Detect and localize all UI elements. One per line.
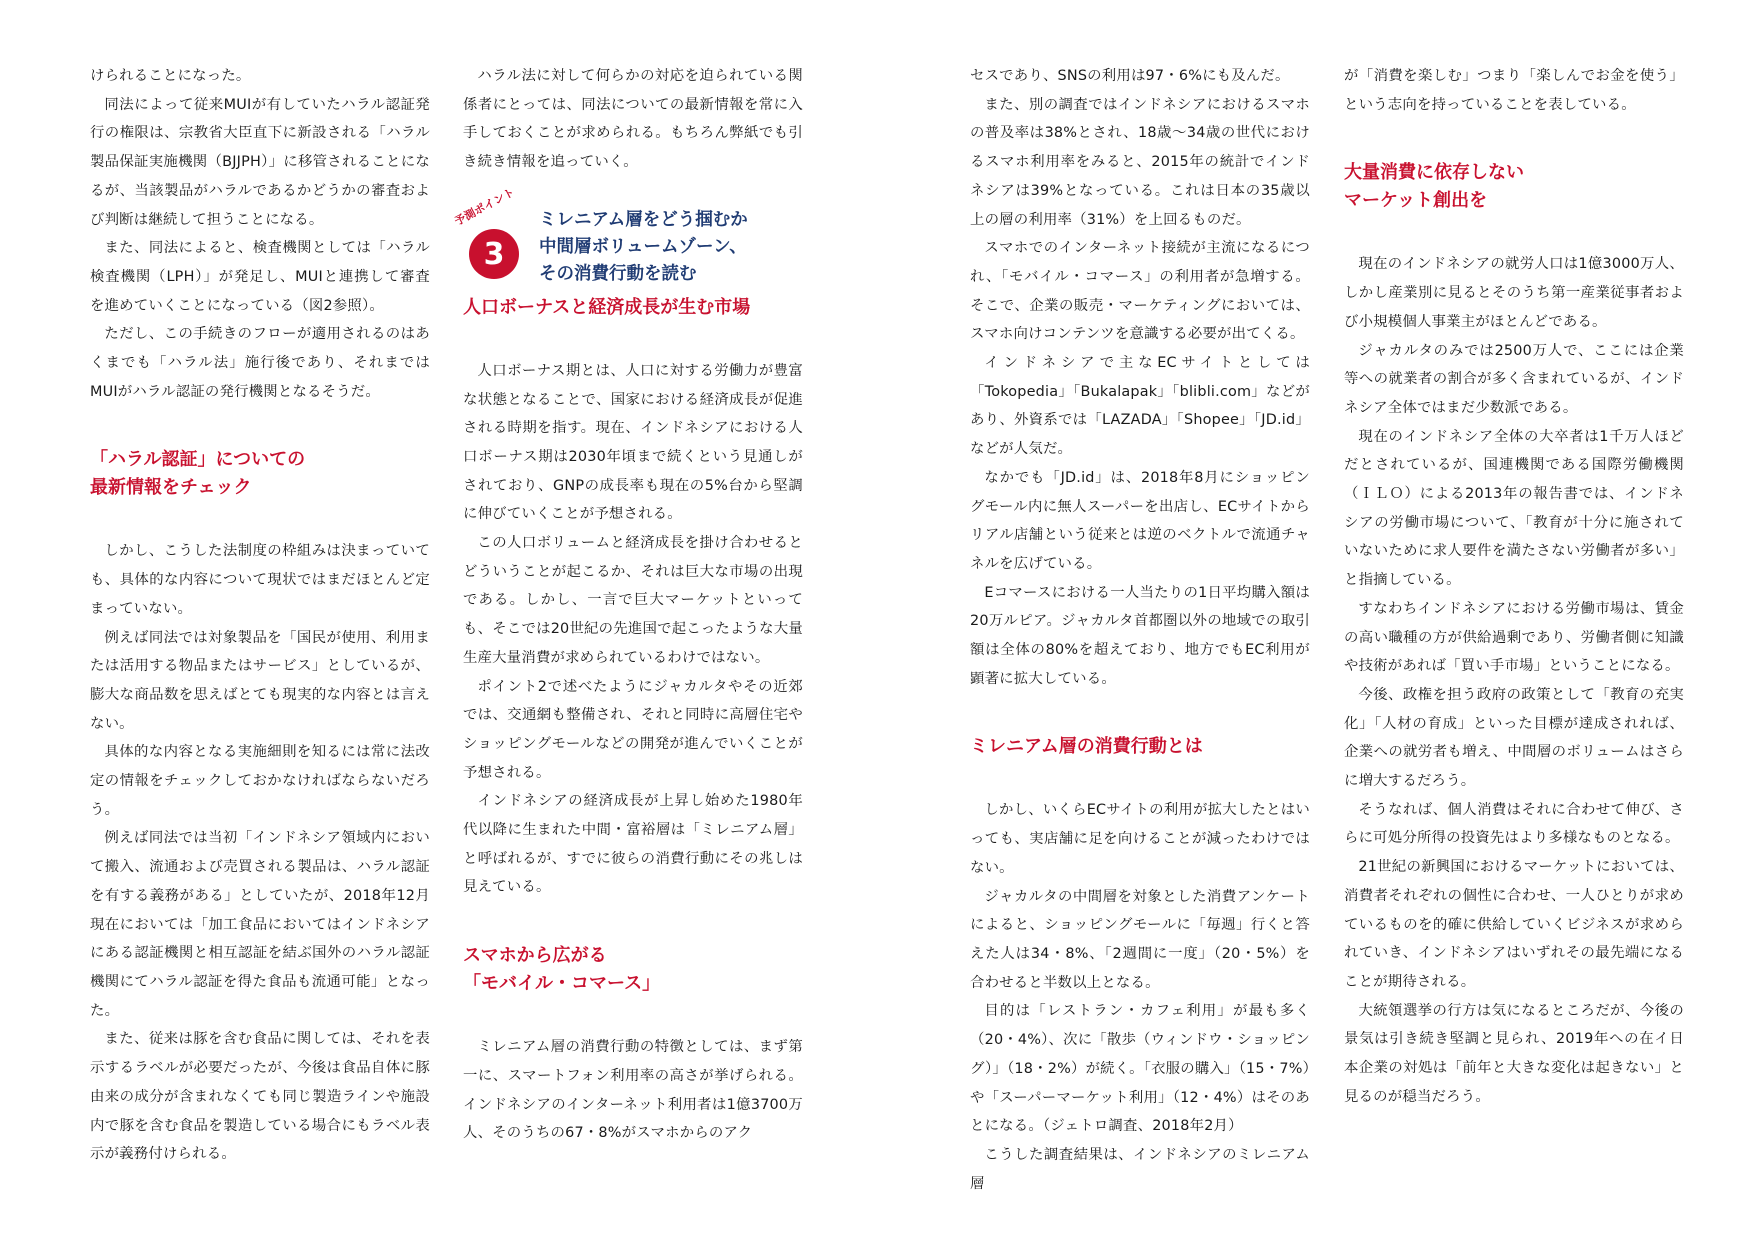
paragraph: ミレニアム層の消費行動の特徴としては、まず第一に、スマートフォン利用率の高さが挙げられる。インドネシアのインターネット利用者は1億3700万人、そのうちの67・8%がスマホからのアク <box>463 1039 803 1142</box>
paragraph: また、別の調査ではインドネシアにおけるスマホの普及率は38%とされ、18歳〜34歳の世代におけるスマホ利用率をみると、2015年の統計でインドネシアは39%となっている。これは日本の35歳以上の層の利用率（31%）を上回るものだ。 <box>970 96 1310 228</box>
section-heading-market-creation <box>1344 159 1684 215</box>
paragraph: この人口ボリュームと経済成長を掛け合わせるとどういうことが起こるか、それは巨大な市場の出現である。しかし、一言で巨大マーケットといっても、そこでは20世紀の先進国で起こったような大量生産大量消費が求められているわけではない。 <box>463 535 803 666</box>
column-4 <box>1344 62 1684 1112</box>
paragraph: スマホでのインターネット接続が主流になるにつれ、「モバイル・コマース」の利用者が急増する。そこで、企業の販売・マーケティングにおいては、スマホ向けコンテンツを意識する必要が出てくる。 <box>970 240 1310 343</box>
paragraph: 例えば同法では対象製品を「国民が使用、利用または活用する物品またはサービス」としているが、膨大な商品数を思えばとても現実的な内容とは言えない。 <box>90 629 430 732</box>
column-2 <box>452 62 803 1148</box>
paragraph: 人口ボーナス期とは、人口に対する労働力が豊富な状態となることで、国家における経済成長が促進される時期を指す。現在、インドネシアにおける人口ボーナス期は2030年頃まで続くという見通しがされており、GNPの成長率も現在の5%台から堅調に伸びていくことが予想される。 <box>463 362 803 523</box>
paragraph: また、同法によると、検査機関としては「ハラル検査機関（LPH）」が発足し、MUIと連携して審査を進めていくことになっている（図2参照）。 <box>90 240 430 314</box>
heading-line: 最新情報をチェック <box>90 477 252 499</box>
paragraph: ただし、この手続きのフローが適用されるのはあくまでも「ハラル法」施行後であり、それまではMUIがハラル認証の発行機関となるそうだ。 <box>90 326 430 400</box>
paragraph: 今後、政権を担う政府の政策として「教育の充実化」「人材の育成」といった目標が達成されれば、企業への就労者も増え、中間層のボリュームはさらに増大するだろう。 <box>1344 686 1684 790</box>
point-number-circle: 3 <box>469 229 519 279</box>
paragraph: セスであり、SNSの利用は97・6%にも及んだ。 <box>970 68 1290 84</box>
point-3-block <box>452 185 803 288</box>
paragraph: 現在のインドネシア全体の大卒者は1千万人ほどだとされているが、国連機関である国際労働機関（ＩＬＯ）による2013年の報告書では、インドネシアの労働市場について、「教育が十分に施されていないために求人要件を満たさない労働者が多い」と指摘している。 <box>1344 428 1684 589</box>
section-heading-halal-info <box>90 446 430 502</box>
point-title-line: 中間層ボリュームゾーン、 <box>539 236 747 257</box>
point-title-line: ミレニアム層をどう掴むか <box>539 209 748 230</box>
paragraph: 大統領選挙の行方は気になるところだが、今後の景気は引き続き堅調と見られ、2019年への在イ日本企業の対処は「前年と大きな変化は起きない」と見るのが穏当だろう。 <box>1344 1002 1684 1105</box>
paragraph: ジャカルタのみでは2500万人で、ここには企業等への就業者の割合が多く含まれているが、インドネシア全体ではまだ少数派である。 <box>1344 342 1684 416</box>
section-heading-millennial-consumption <box>970 733 1310 761</box>
right-page <box>874 0 1748 1240</box>
section-heading-mobile-commerce <box>463 942 803 998</box>
heading-line: 大量消費に依存しない <box>1344 162 1524 184</box>
paragraph: インドネシアで主なECサイトとしては「Tokopedia」「Bukalapak」「blibli.com」などがあり、外資系では「LAZADA」「Shopee」「JD.id」などが人気だ。 <box>970 355 1310 458</box>
paragraph: すなわちインドネシアにおける労働市場は、賃金の高い職種の方が供給過剰であり、労働者側に知識や技術があれば「買い手市場」ということになる。 <box>1344 600 1684 675</box>
heading-line: 「ハラル認証」についての <box>90 449 306 471</box>
paragraph: が「消費を楽しむ」つまり「楽しんでお金を使う」という志向を持っていることを表している。 <box>1344 68 1684 113</box>
paragraph: ジャカルタの中間層を対象とした消費アンケートによると、ショッピングモールに「毎週」行くと答えた人は34・8%、「2週間に一度」（20・5%）を合わせると半数以上となる。 <box>970 888 1310 991</box>
paragraph: 具体的な内容となる実施細則を知るには常に法改定の情報をチェックしておかなければならないだろう。 <box>90 744 430 818</box>
point-title-line: その消費行動を読む <box>539 263 697 284</box>
heading-line: スマホから広がる <box>463 945 607 967</box>
point-title <box>539 207 748 288</box>
paragraph: こうした調査結果は、インドネシアのミレニアム層 <box>970 1146 1310 1192</box>
heading-line: 人口ボーナスと経済成長が生む市場 <box>463 296 751 318</box>
paragraph: 現在のインドネシアの就労人口は1億3000万人、しかし産業別に見るとそのうち第一産業従事者および小規模個人事業主がほとんどである。 <box>1344 256 1684 330</box>
paragraph: ポイント2で述べたようにジャカルタやその近郊では、交通網も整備され、それと同時に高層住宅やショッピングモールなどの開発が進んでいくことが予想される。 <box>463 678 803 781</box>
heading-line: 「モバイル・コマース」 <box>463 973 661 995</box>
section-heading-population-bonus <box>463 294 803 322</box>
paragraph: ハラル法に対して何らかの対応を迫られている関係者にとっては、同法についての最新情報を常に入手しておくことが求められる。もちろん弊紙でも引き続き情報を追っていく。 <box>463 68 803 171</box>
point-label: 予測ポイント <box>452 185 517 229</box>
paragraph: 例えば同法では当初「インドネシア領域内において搬入、流通および売買される製品は、ハラル認証を有する義務がある」としていたが、2018年12月現在においては「加工食品においてはインドネシアにある認証機関と相互認証を結ぶ国外のハラル認証機関にてハラル認証を得た食品も流通可能」となった。 <box>90 830 430 1019</box>
paragraph: Eコマースにおける一人当たりの1日平均購入額は20万ルピア。ジャカルタ首都圏以外の地域での取引額は全体の80%を超えており、地方でもEC利用が顕著に拡大している。 <box>970 584 1310 687</box>
paragraph: 同法によって従来MUIが有していたハラル認証発行の権限は、宗教省大臣直下に新設される「ハラル製品保証実施機関（BJJPH）」に移管されることになるが、当該製品がハラルであるかどうかの審査および判断は継続して担うことになる。 <box>90 96 430 228</box>
paragraph: また、従来は豚を含む食品に関しては、それを表示するラベルが必要だったが、今後は食品自体に豚由来の成分が含まれなくても同じ製造ラインや施設内で豚を含む食品を製造している場合にもラベル表示が義務付けられる。 <box>90 1031 430 1163</box>
paragraph: そうなれば、個人消費はそれに合わせて伸び、さらに可処分所得の投資先はより多様なものとなる。 <box>1344 801 1684 847</box>
heading-line: ミレニアム層の消費行動とは <box>970 736 1203 758</box>
paragraph: インドネシアの経済成長が上昇し始めた1980年代以降に生まれた中間・富裕層は「ミレニアム層」と呼ばれるが、すでに彼らの消費行動にその兆しは見えている。 <box>463 793 803 896</box>
paragraph: しかし、いくらECサイトの利用が拡大したとはいっても、実店舗に足を向けることが減ったわけではない。 <box>970 802 1310 876</box>
column-3 <box>970 62 1310 1198</box>
paragraph: なかでも「JD.id」は、2018年8月にショッピングモール内に無人スーパーを出店し、ECサイトからリアル店舗という従来とは逆のベクトルで流通チャネルを広げている。 <box>970 469 1310 572</box>
column-1 <box>90 62 430 1169</box>
paragraph: しかし、こうした法制度の枠組みは決まっていても、具体的な内容について現状ではまだほとんど定まっていない。 <box>90 543 430 617</box>
paragraph: 目的は「レストラン・カフェ利用」が最も多く（20・4%）、次に「散歩（ウィンドウ・ショッピング）」（18・2%）が続く。「衣服の購入」（15・7%）や「スーパーマーケット利用」（12・4%）はそのあとになる。（ジェトロ調査、2018年2月） <box>970 1003 1310 1135</box>
paragraph: 21世紀の新興国におけるマーケットにおいては、消費者それぞれの個性に合わせ、一人ひとりが求めているものを的確に供給していくビジネスが求められていき、インドネシアはいずれその最先端になることが期待される。 <box>1344 859 1684 990</box>
paragraph: けられることになった。 <box>90 68 251 84</box>
point-badge <box>452 185 527 279</box>
heading-line: マーケット創出を <box>1344 190 1488 212</box>
